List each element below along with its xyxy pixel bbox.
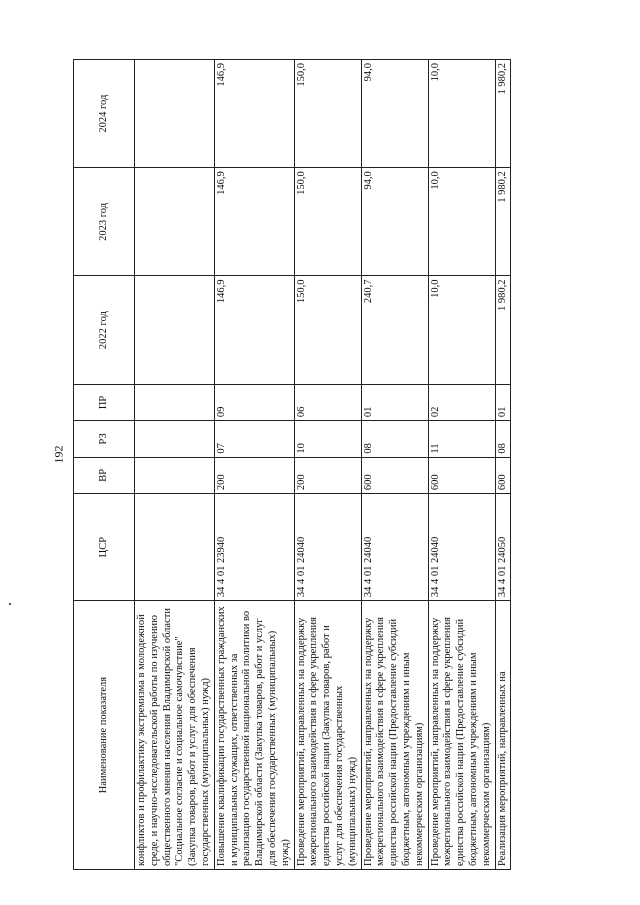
cell-csr: 34 4 01 24040 (294, 494, 361, 601)
table-row (214, 60, 294, 870)
table-row (361, 60, 428, 870)
cell-2023 (135, 168, 215, 276)
header-2022: 2022 год (74, 276, 135, 384)
table-row (495, 60, 511, 870)
table-row (428, 60, 495, 870)
cell-vr: 600 (428, 457, 495, 493)
cell-2022 (135, 276, 215, 384)
cell-csr: 34 4 01 23940 (214, 494, 294, 601)
cell-name: Реализация мероприятий, направленных на (495, 601, 511, 870)
cell-2023: 1 980,2 (495, 168, 511, 276)
table-row (135, 60, 215, 870)
cell-2022: 146,9 (214, 276, 294, 384)
cell-vr: 200 (214, 457, 294, 493)
cell-name: Проведение мероприятий, направленных на поддержку межрегионального взаимодействия в сфере укрепления единства российской нации (Предоставление субсидий бюджетным, автономным учреждениям и иным некоммерческим организациям) (428, 601, 495, 870)
cell-2023: 10,0 (428, 168, 495, 276)
cell-2022: 150,0 (294, 276, 361, 384)
cell-csr: 34 4 01 24040 (428, 494, 495, 601)
cell-name: Проведение мероприятий, направленных на поддержку межрегионального взаимодействия в сфере укрепления единства российской нации (Закупка товаров, работ и услуг для обеспечения государственных (муниципальных) нужд) (294, 601, 361, 870)
cell-2024 (135, 60, 215, 168)
cell-2023: 146,9 (214, 168, 294, 276)
cell-2024: 146,9 (214, 60, 294, 168)
cell-2024: 10,0 (428, 60, 495, 168)
cell-pr: 01 (361, 384, 428, 420)
cell-rz: 11 (428, 421, 495, 457)
page-number: 192 (51, 445, 66, 464)
rotated-table-container (73, 59, 640, 870)
cell-csr (135, 494, 215, 601)
header-2024: 2024 год (74, 60, 135, 168)
cell-name: конфликтов и профилактику экстремизма в молодежной среде, и научно-исследовательской работы по изучению общественного мнения населения Владимирской области "Социальное согласие и социальное самочувствие" (Закупка товаров, работ и услуг для обеспечения государственных (муниципальных) нужд) (135, 601, 215, 870)
cell-name: Проведение мероприятий, направленных на поддержку межрегионального взаимодействия в сфере укрепления единства российской нации (Предоставление субсидий бюджетным, автономным учреждениям и иным некоммерческим организациям) (361, 601, 428, 870)
cell-rz: 10 (294, 421, 361, 457)
cell-2024: 150,0 (294, 60, 361, 168)
header-2023: 2023 год (74, 168, 135, 276)
cell-2022: 10,0 (428, 276, 495, 384)
cell-rz: 07 (214, 421, 294, 457)
cell-2022: 1 980,2 (495, 276, 511, 384)
cell-pr: 06 (294, 384, 361, 420)
cell-2024: 94,0 (361, 60, 428, 168)
cell-2023: 150,0 (294, 168, 361, 276)
cell-vr: 600 (495, 457, 511, 493)
cell-pr: 02 (428, 384, 495, 420)
cell-rz: 08 (495, 421, 511, 457)
header-csr: ЦСР (74, 494, 135, 601)
cell-pr: 01 (495, 384, 511, 420)
header-vr: ВР (74, 457, 135, 493)
cell-rz (135, 421, 215, 457)
header-pr: ПР (74, 384, 135, 420)
budget-table (73, 59, 511, 870)
table-row (294, 60, 361, 870)
cell-pr (135, 384, 215, 420)
cell-name: Повышение квалификации государственных гражданских и муниципальных служащих, ответственных за реализацию государственной национальной политики во Владимирской области (Закупка товаров, работ и услуг для обеспечения государственных (муниципальных) нужд) (214, 601, 294, 870)
cell-rz: 08 (361, 421, 428, 457)
cell-vr: 600 (361, 457, 428, 493)
scan-speck (9, 603, 11, 605)
cell-csr: 34 4 01 24040 (361, 494, 428, 601)
cell-pr: 09 (214, 384, 294, 420)
header-name: Наименование показателя (74, 601, 135, 870)
cell-csr: 34 4 01 24050 (495, 494, 511, 601)
header-rz: РЗ (74, 421, 135, 457)
cell-vr (135, 457, 215, 493)
table-header-row (74, 60, 135, 870)
cell-2024: 1 980,2 (495, 60, 511, 168)
cell-2022: 240,7 (361, 276, 428, 384)
cell-2023: 94,0 (361, 168, 428, 276)
cell-vr: 200 (294, 457, 361, 493)
